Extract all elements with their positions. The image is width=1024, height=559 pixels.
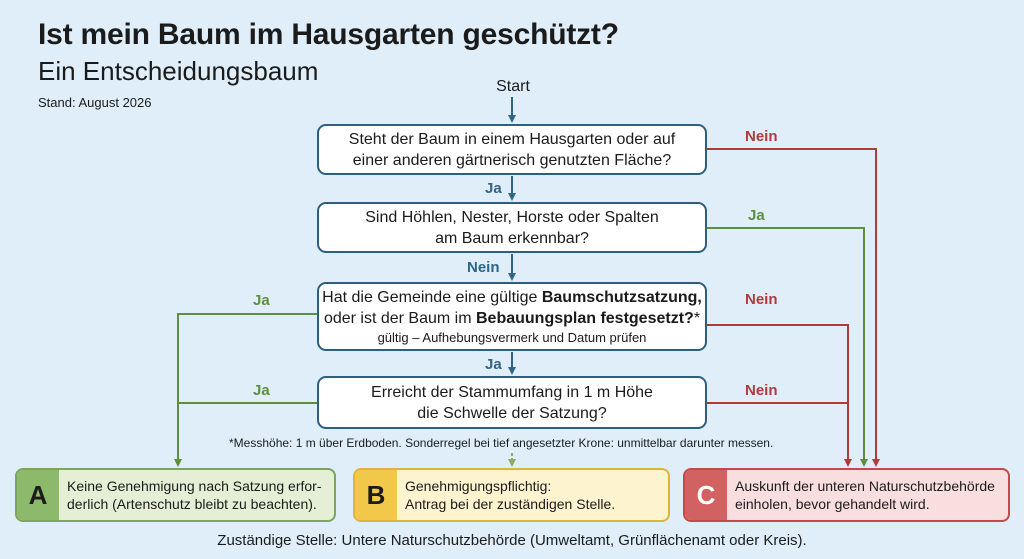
question-statute-line1: Hat die Gemeinde eine gültige Baumschutzsatzung, bbox=[322, 288, 702, 306]
statute-term: Baumschutzsatzung, bbox=[541, 288, 702, 306]
question-girth bbox=[317, 376, 707, 429]
arrow-q1-nein-c bbox=[707, 149, 876, 465]
measurement-note: *Messhöhe: 1 m über Erdboden. Sonderregel bei tief angesetzter Krone: unmittelbar darunter messen. bbox=[229, 436, 774, 450]
outcome-b-line1: Genehmigungspflichtig: bbox=[405, 478, 552, 494]
question-statute bbox=[317, 282, 707, 351]
outcome-c-letter: C bbox=[685, 470, 727, 520]
question-habitats-line1: Sind Höhlen, Nester, Horste oder Spalten bbox=[365, 208, 659, 226]
label-q4-ja: Ja bbox=[253, 382, 270, 399]
outcome-a-line1: Keine Genehmigung nach Satzung erfor- bbox=[67, 478, 322, 494]
question-garden bbox=[317, 124, 707, 175]
outcome-b-letter: B bbox=[355, 470, 397, 520]
label-q2-nein: Nein bbox=[467, 259, 500, 276]
question-girth-line2: die Schwelle der Satzung? bbox=[417, 404, 607, 422]
outcome-c-line1: Auskunft der unteren Naturschutzbehörde bbox=[735, 478, 995, 494]
footer-note: Zuständige Stelle: Untere Naturschutzbehörde (Umweltamt, Grünflächenamt oder Kreis). bbox=[217, 532, 807, 549]
start-label: Start bbox=[496, 78, 530, 95]
outcome-c bbox=[683, 468, 1010, 522]
label-q3-ja: Ja bbox=[253, 292, 270, 309]
outcome-b bbox=[353, 468, 670, 522]
question-habitats bbox=[317, 202, 707, 253]
outcome-a-line2: derlich (Artenschutz bleibt zu beachten). bbox=[67, 496, 317, 512]
question-statute-line2: oder ist der Baum im Bebauungsplan festgesetzt?* bbox=[323, 309, 701, 327]
arrow-q2-ja-c bbox=[707, 228, 864, 465]
outcome-b-line2: Antrag bei der zuständigen Stelle. bbox=[405, 496, 616, 512]
question-statute-hint: gültig – Aufhebungsvermerk und Datum prüfen bbox=[377, 329, 647, 345]
question-garden-line2: einer anderen gärtnerisch genutzten Fläche? bbox=[352, 151, 672, 169]
label-q4-nein: Nein bbox=[745, 382, 778, 399]
bebauungsplan-term: Bebauungsplan festgesetzt? bbox=[476, 309, 694, 327]
question-girth-line1: Erreicht der Stammumfang in 1 m Höhe bbox=[371, 383, 653, 401]
outcome-c-line2: einholen, bevor gehandelt wird. bbox=[735, 496, 930, 512]
label-q1-ja: Ja bbox=[485, 180, 502, 197]
label-q1-nein: Nein bbox=[745, 128, 778, 145]
question-habitats-line2: am Baum erkennbar? bbox=[435, 229, 589, 247]
page-subtitle: Ein Entscheidungsbaum bbox=[38, 56, 319, 86]
outcome-a bbox=[15, 468, 336, 522]
date-stamp: Stand: August 2026 bbox=[38, 95, 152, 110]
label-q2-ja: Ja bbox=[748, 207, 765, 224]
page-title: Ist mein Baum im Hausgarten geschützt? bbox=[38, 18, 619, 51]
outcome-a-letter: A bbox=[17, 470, 59, 520]
label-q3-nein: Nein bbox=[745, 291, 778, 308]
label-q3-ja-down: Ja bbox=[485, 356, 502, 373]
question-garden-line1: Steht der Baum in einem Hausgarten oder auf bbox=[348, 130, 676, 148]
